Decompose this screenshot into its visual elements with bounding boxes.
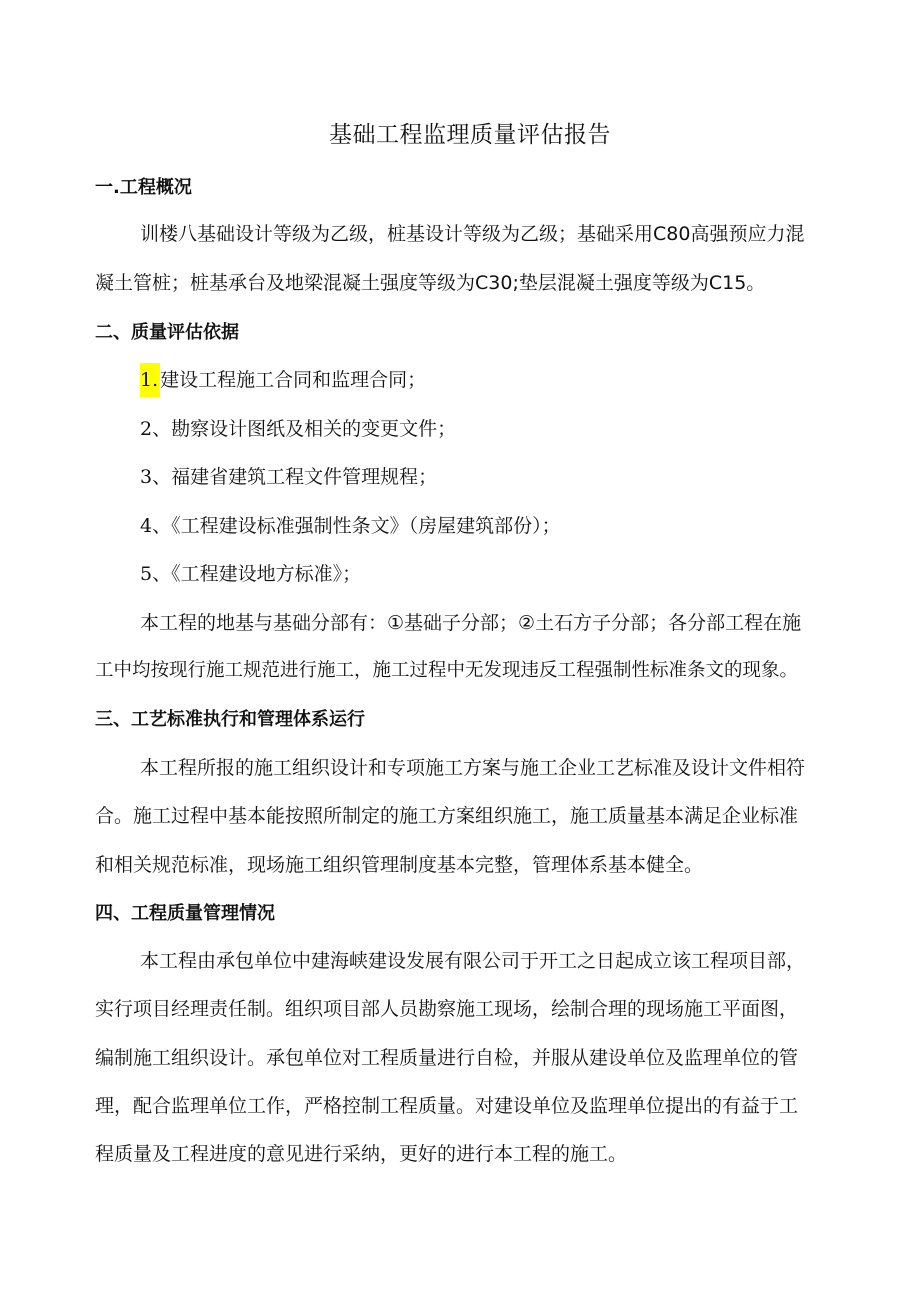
process-line-2: 合。施工过程中基本能按照所制定的施工方案组织施工，施工质量基本满足企业标准 — [95, 805, 799, 827]
section-heading-overview: 一.工程概况 — [95, 177, 192, 198]
basis-list-item-5 — [140, 559, 361, 586]
overview-line-1: 训楼八基础设计等级为乙级，桩基设计等级为乙级；基础采用C80高强预应力混 — [140, 223, 805, 245]
basis-paragraph-line-1: 本工程的地基与基础分部有：①基础子分部；②土石方子分部；各分部工程在施 — [140, 612, 802, 634]
list-number: 3、 — [140, 466, 172, 488]
list-number: 2、 — [140, 418, 172, 440]
list-number: 4、 — [140, 515, 172, 537]
section-heading-basis: 二、质量评估依据 — [95, 322, 239, 343]
section-heading-process: 三、工艺标准执行和管理体系运行 — [95, 709, 365, 730]
basis-list-item-4 — [140, 511, 561, 538]
list-item-text: 《工程建设地方标准》； — [171, 563, 362, 585]
management-line-5: 程质量及工程进度的意见进行采纳，更好的进行本工程的施工。 — [95, 1143, 628, 1165]
list-number-highlighted: 1. — [140, 363, 160, 397]
management-line-4: 理，配合监理单位工作，严格控制工程质量。对建设单位及监理单位提出的有益于工 — [95, 1095, 799, 1117]
management-line-3: 编制施工组织设计。承包单位对工程质量进行自检，并服从建设单位及监理单位的管 — [95, 1047, 799, 1069]
overview-line-2: 凝土管桩；桩基承台及地梁混凝土强度等级为C30;垫层混凝土强度等级为C15。 — [95, 272, 766, 294]
basis-paragraph-line-2: 工中均按现行施工规范进行施工，施工过程中无发现违反工程强制性标准条文的现象。 — [95, 660, 799, 681]
basis-list-item-3 — [140, 462, 437, 489]
section-heading-quality-management: 四、工程质量管理情况 — [95, 903, 275, 924]
list-item-text: 建设工程施工合同和监理合同； — [160, 369, 427, 391]
basis-list-item-1 — [140, 365, 426, 397]
process-line-3: 和相关规范标准，现场施工组织管理制度基本完整，管理体系基本健全。 — [95, 854, 704, 876]
process-line-1: 本工程所报的施工组织设计和专项施工方案与施工企业工艺标准及设计文件相符 — [140, 757, 806, 779]
list-item-text: 《工程建设标准强制性条文》（房屋建筑部份）； — [171, 515, 561, 537]
basis-list-item-2 — [140, 414, 456, 441]
list-item-text: 勘察设计图纸及相关的变更文件； — [171, 418, 457, 440]
management-line-1: 本工程由承包单位中建海峡建设发展有限公司于开工之日起成立该工程项目部， — [140, 950, 806, 972]
list-item-text: 福建省建筑工程文件管理规程； — [171, 466, 438, 488]
management-line-2: 实行项目经理责任制。组织项目部人员勘察施工现场，绘制合理的现场施工平面图， — [95, 998, 799, 1020]
document-title: 基础工程监理质量评估报告 — [329, 122, 611, 148]
list-number: 5、 — [140, 563, 172, 585]
